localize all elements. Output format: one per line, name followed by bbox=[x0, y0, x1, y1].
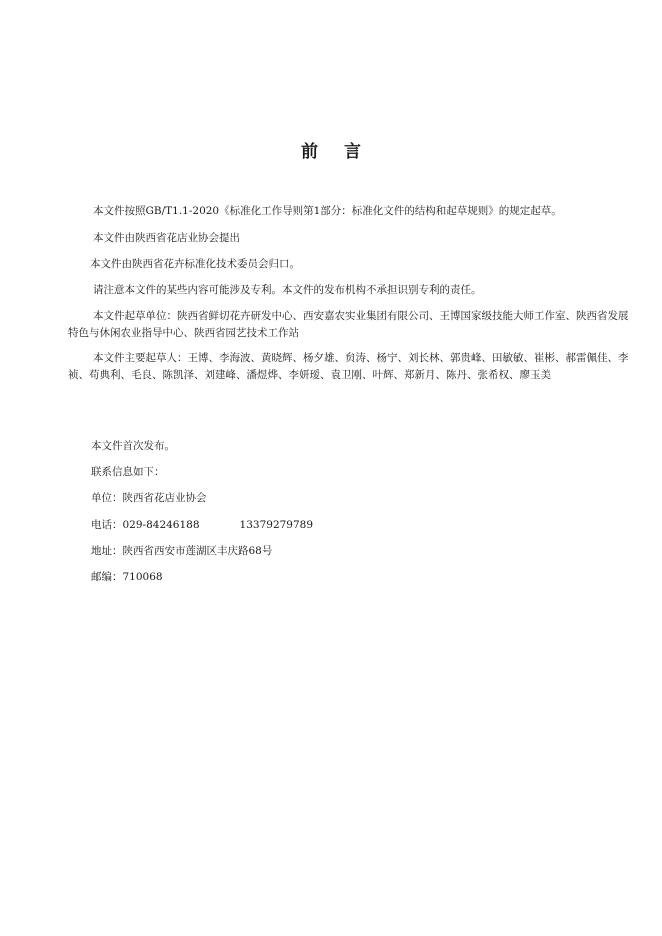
contact-unit: 单位：陕西省花店业协会 bbox=[91, 492, 207, 504]
paragraph-proposer: 本文件由陕西省花店业协会提出 bbox=[93, 232, 240, 244]
page-title: 前言 bbox=[301, 142, 387, 162]
paragraph-drafting-units: 本文件起草单位：陕西省鲜切花卉研发中心、西安嘉农实业集团有限公司、王博国家级技能大师工作室、陕西省发展特色与休闲农业指导中心、陕西省园艺技术工作站 bbox=[68, 310, 629, 339]
contact-postcode: 邮编：710068 bbox=[91, 571, 163, 583]
paragraph-drafting-standard: 本文件按照GB/T1.1-2020《标准化工作导则第1部分：标准化文件的结构和起草规则》的规定起草。 bbox=[93, 205, 562, 217]
phone-landline: 电话：029-84246188 bbox=[91, 519, 200, 531]
contact-address: 地址：陕西省西安市莲湖区丰庆路68号 bbox=[91, 545, 273, 557]
contact-header: 联系信息如下： bbox=[91, 466, 165, 478]
phone-mobile: 13379279789 bbox=[239, 519, 314, 531]
contact-phone bbox=[91, 517, 313, 533]
paragraph-patent-notice: 请注意本文件的某些内容可能涉及专利。本文件的发布机构不承担识别专利的责任。 bbox=[93, 284, 482, 296]
paragraph-main-drafters: 本文件主要起草人：王博、李海波、黄晓辉、杨夕雄、贠涛、杨宁、刘长林、郭贵峰、田敏敏、崔彬、郝雷佩佳、李祯、苟典利、毛良、陈凯泽、刘建峰、潘煜烨、李妍瑷、袁卫刚、叶辉、郑新月、陈丹、张希权、廖玉美 bbox=[68, 352, 629, 381]
first-release-note: 本文件首次发布。 bbox=[91, 440, 175, 452]
paragraph-centralized-by: 本文件由陕西省花卉标准化技术委员会归口。 bbox=[90, 258, 300, 270]
